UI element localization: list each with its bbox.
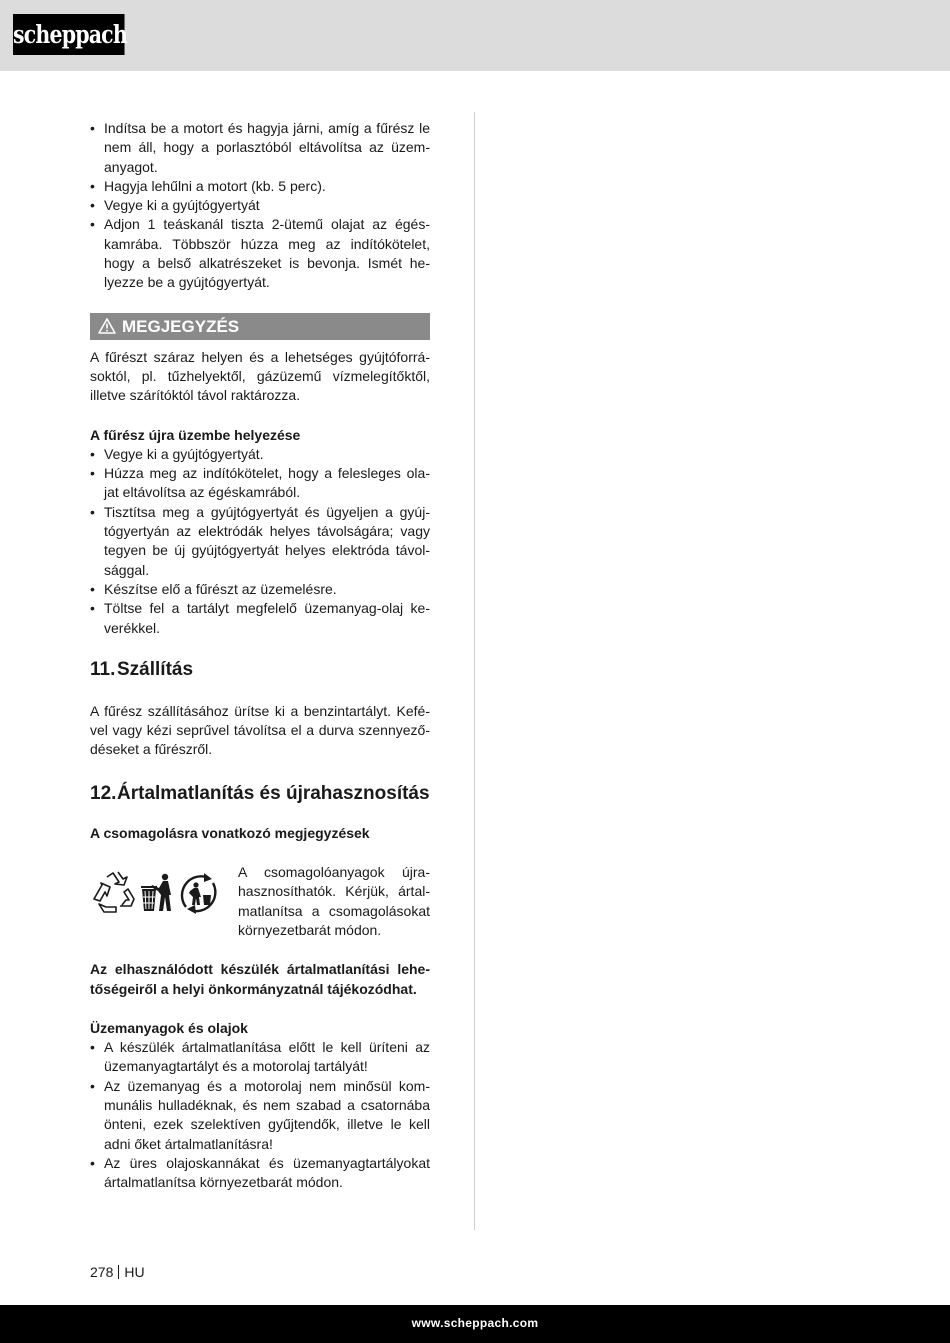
list-item: • A készülék ártalmatlanítása előtt le kell üríteni az üzemanyagtartályt és a motorolaj tartályát! bbox=[90, 1038, 430, 1077]
recycle-icon bbox=[90, 871, 136, 915]
list-item: • Az üzemanyag és a motorolaj nem minősül kom-munális hulladéknak, és nem szabad a csatornába önteni, ezek szelektíven gyűjtendők, illetve le kell adni őket ártalmatlanításra! bbox=[90, 1077, 430, 1154]
fuels-bullet-list bbox=[90, 1038, 430, 1192]
notice-banner bbox=[90, 313, 430, 340]
list-item: • Az üres olajoskannákat és üzemanyagtartályokat ártalmatlanítsa környezetbarát módon. bbox=[90, 1154, 430, 1193]
section-11-title bbox=[90, 660, 430, 680]
list-item: • Hagyja lehűlni a motort (kb. 5 perc). bbox=[90, 177, 430, 196]
list-item: • Húzza meg az indítókötelet, hogy a felesleges ola-jat eltávolítsa az égéskamrából. bbox=[90, 464, 430, 503]
column-divider bbox=[474, 112, 475, 1230]
list-item: • Töltse fel a tartályt megfelelő üzemanyag-olaj ke-verékkel. bbox=[90, 599, 430, 638]
website-link[interactable]: www.scheppach.com bbox=[411, 1316, 539, 1330]
list-item: • Vegye ki a gyújtógyertyát. bbox=[90, 445, 430, 464]
notice-text: A fűrészt száraz helyen és a lehetséges gyújtóforrá-soktól, pl. tűzhelyektől, gázüzemű vízmelegítőktől, illetve szárítóktól távol raktározza. bbox=[90, 348, 430, 404]
fuels-heading: Üzemanyagok és olajok bbox=[90, 1019, 248, 1036]
disposal-info: Az elhasználódott készülék ártalmatlanítási lehe-tőségeiről a helyi önkormányzatnál tájékozódhat. bbox=[90, 961, 430, 997]
list-item: • Vegye ki a gyújtógyertyát bbox=[90, 196, 430, 215]
intro-bullet-list bbox=[90, 119, 430, 293]
list-item: • Tisztítsa meg a gyújtógyertyát és ügyeljen a gyúj-tógyertyán az elektródák helyes távolságára; vagy tegyen be új gyújtógyertyát helyes elektróda távol-sággal. bbox=[90, 503, 430, 580]
packaging-heading: A csomagolásra vonatkozó megjegyzések bbox=[90, 824, 370, 841]
page-footer bbox=[0, 1305, 950, 1343]
section-title-text: Szállítás bbox=[117, 658, 194, 680]
main-column bbox=[90, 119, 430, 1192]
warning-icon bbox=[98, 318, 116, 334]
language-code: HU bbox=[124, 1264, 145, 1280]
page-header bbox=[0, 0, 950, 71]
restart-heading: A fűrész újra üzembe helyezése bbox=[90, 426, 301, 443]
trash-bin-icon bbox=[138, 871, 174, 915]
section-number: 11. bbox=[90, 658, 116, 680]
packaging-text: A csomagolóanyagok újra-hasznosíthatók. Kérjük, ártal-matlanítsa a csomagolásokat környezetbarát módon. bbox=[238, 864, 430, 938]
transport-text: A fűrész szállításához ürítse ki a benzintartályt. Kefé-vel vagy kézi seprűvel távolítsa el a durva szennyező-déseket a fűrészről. bbox=[90, 702, 430, 758]
notice-label: MEGJEGYZÉS bbox=[122, 316, 240, 336]
recycling-icons bbox=[90, 863, 238, 940]
list-item: • Készítse elő a fűrészt az üzemelésre. bbox=[90, 580, 430, 599]
page-number bbox=[90, 1264, 145, 1280]
restart-bullet-list bbox=[90, 445, 430, 638]
brand-logo: scheppach bbox=[13, 14, 125, 55]
section-title-text: Ártalmatlanítás és újrahasznosítás bbox=[117, 782, 430, 804]
section-12-title bbox=[90, 784, 430, 804]
separator bbox=[118, 1265, 119, 1279]
section-number: 12. bbox=[90, 782, 117, 804]
list-item: • Indítsa be a motort és hagyja járni, amíg a fűrész le nem áll, hogy a porlasztóból eltávolítsa az üzem-anyagot. bbox=[90, 119, 430, 177]
list-item: • Adjon 1 teáskanál tiszta 2-ütemű olajat az égés-kamrába. Többször húzza meg az indítókötelet, hogy a belső alkatrészeket is bevonja. Ismét he-lyezze be a gyújtógyertyát. bbox=[90, 215, 430, 292]
page-number-value: 278 bbox=[90, 1264, 114, 1280]
tidy-disposal-icon bbox=[176, 871, 222, 915]
packaging-block bbox=[90, 863, 430, 940]
